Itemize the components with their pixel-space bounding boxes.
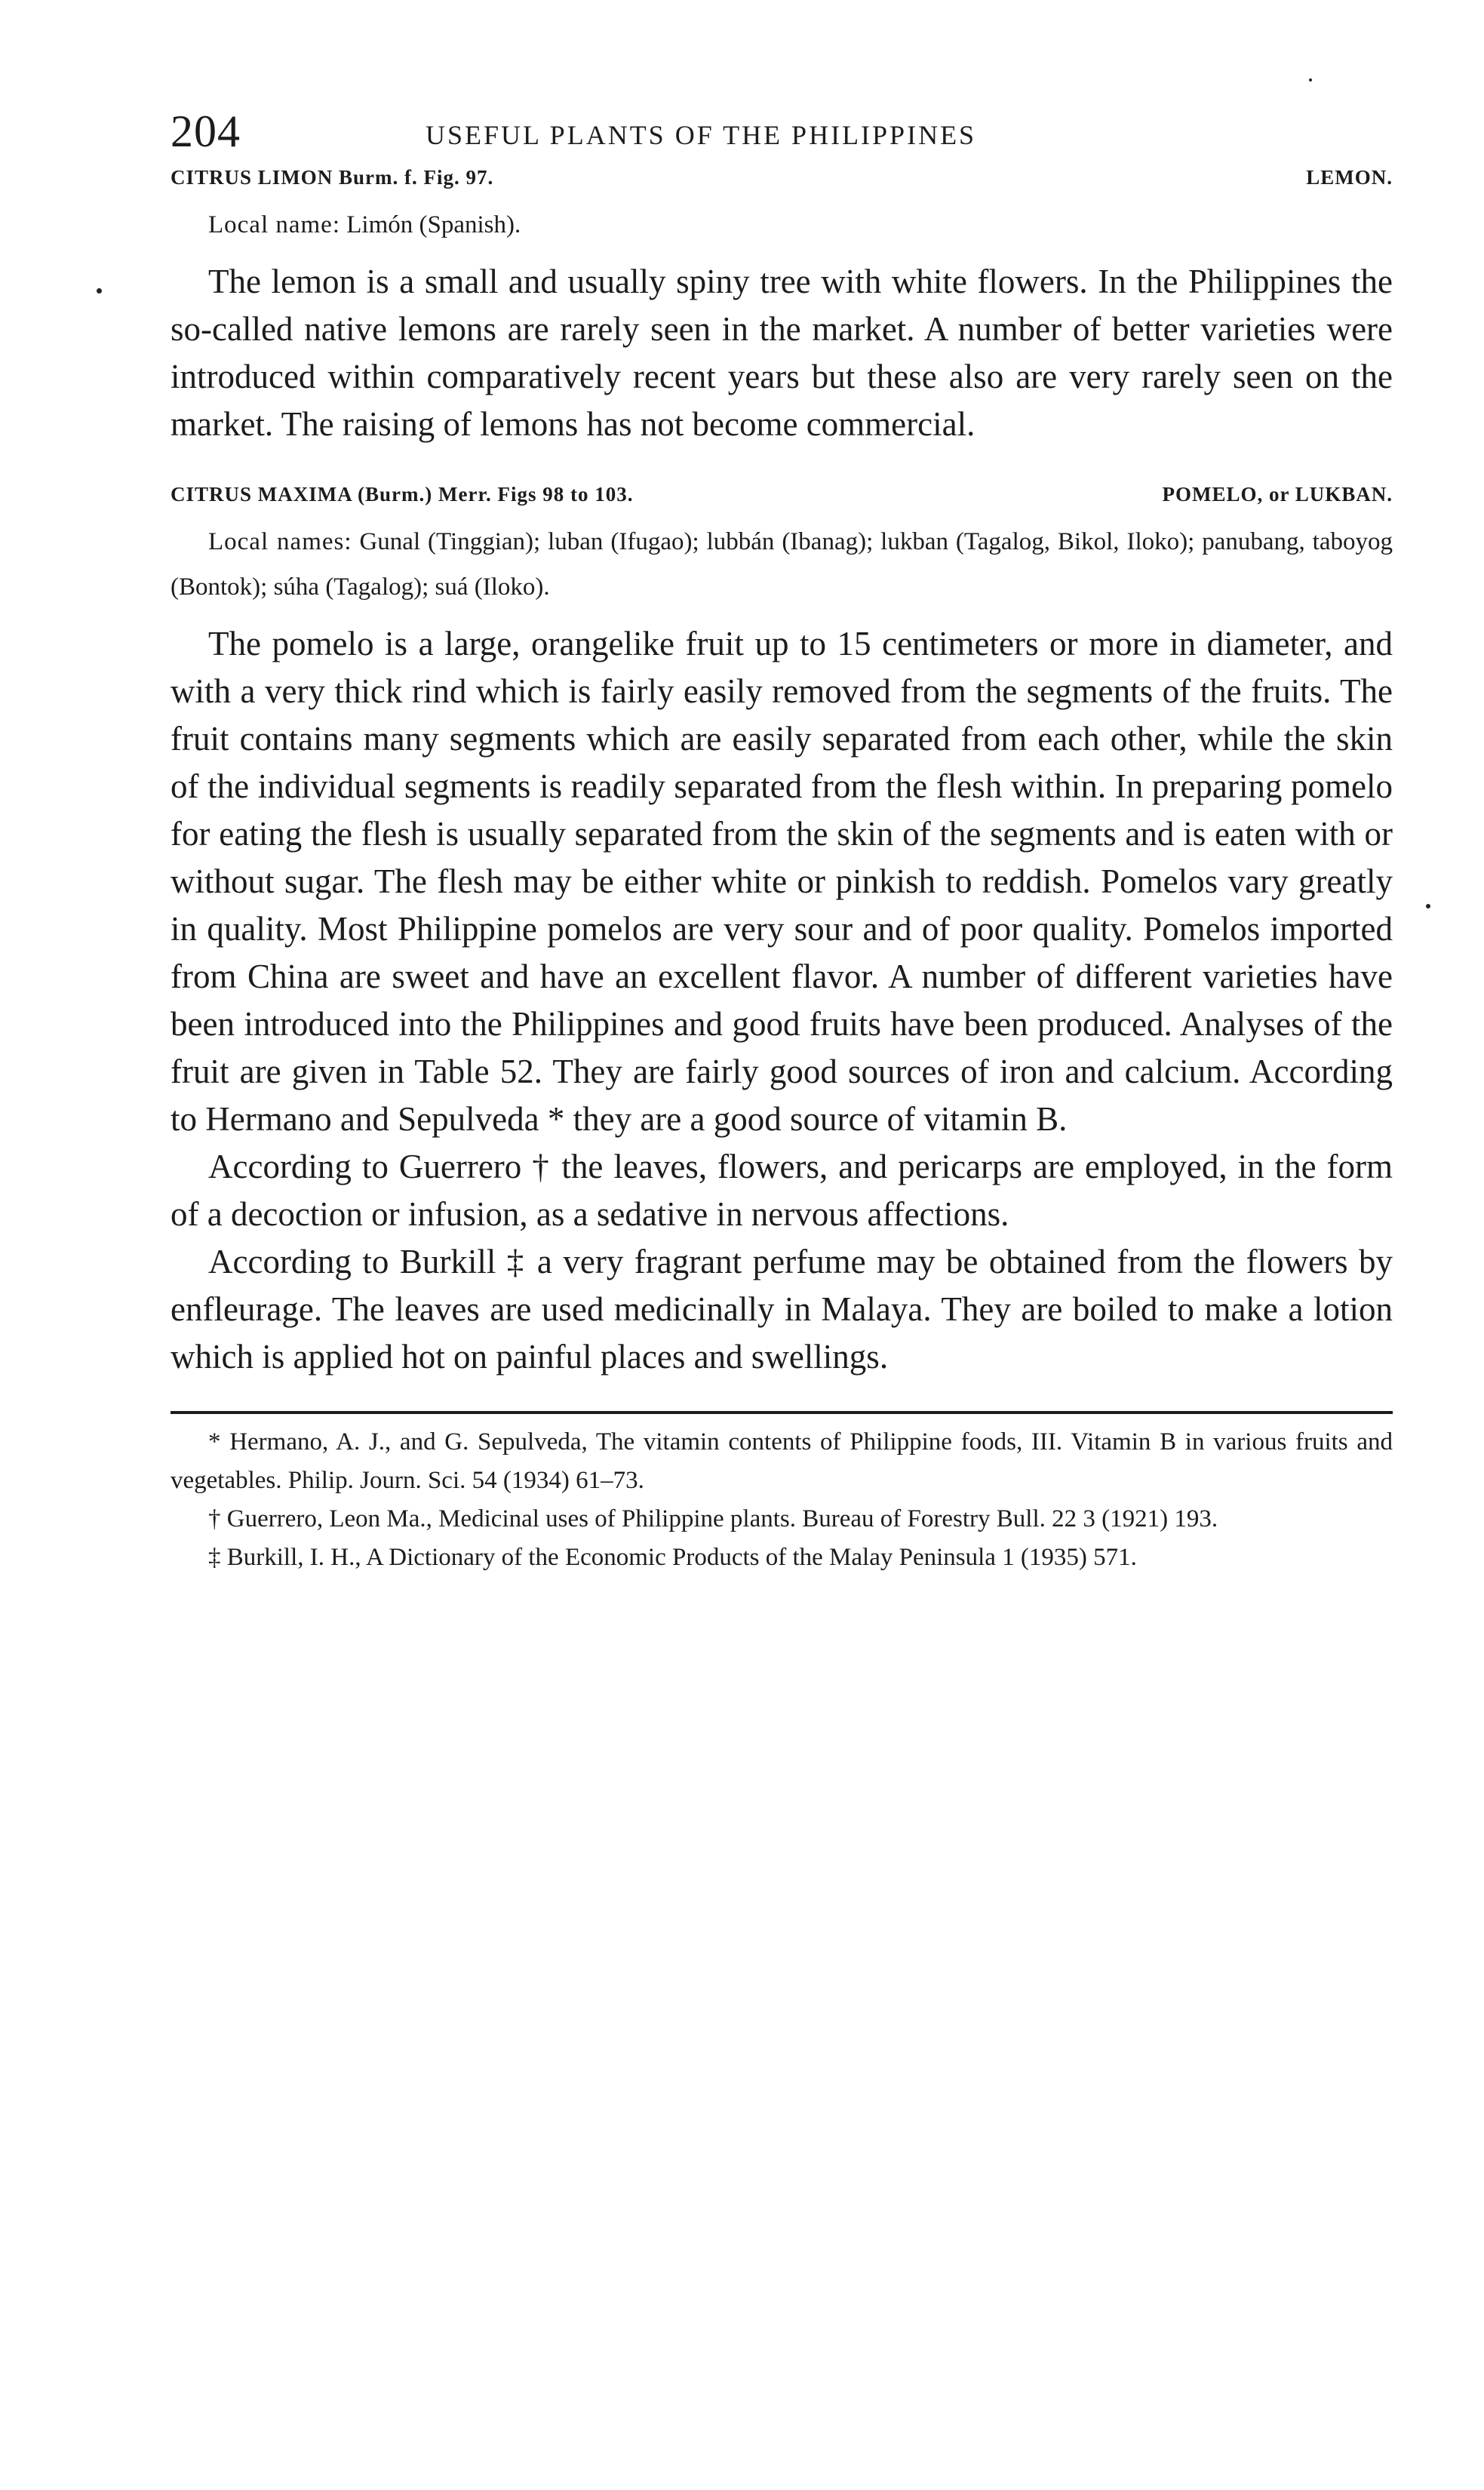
local-names-label: Local names: xyxy=(208,528,352,555)
local-names xyxy=(171,519,1393,610)
scientific-name: CITRUS LIMON Burm. f. Fig. 97. xyxy=(171,166,494,189)
footnote-divider xyxy=(171,1411,1393,1414)
body-paragraph: According to Burkill ‡ a very fragrant perfume may be obtained from the flowers by enfleurage. The leaves are used medicinally in Malaya. They are boiled to make a lotion which is applied hot on painful places and swellings. xyxy=(171,1243,1393,1376)
body-paragraph: According to Guerrero † the leaves, flowers, and pericarps are employed, in the form of a decoction or infusion, as a sedative in nervous affections. xyxy=(171,1148,1393,1233)
entry-heading xyxy=(171,483,1393,516)
local-names-text: Gunal (Tinggian); luban (Ifugao); lubbán (Ibanag); lukban (Tagalog, Bikol, Iloko); panubang, taboyog (Bontok); súha (Tagalog); suá (Iloko). xyxy=(171,528,1393,601)
local-names-label: Local name: xyxy=(208,211,341,238)
local-names xyxy=(171,202,1393,247)
footnote-guerrero: † Guerrero, Leon Ma., Medicinal uses of Philippine plants. Bureau of Forestry Bull. 22 3 (1921) 193. xyxy=(208,1505,1218,1532)
entry-heading xyxy=(171,166,1393,199)
page-content xyxy=(171,106,1393,1577)
entry-lemon xyxy=(171,166,1393,448)
page-header xyxy=(171,106,1393,166)
running-title: USEFUL PLANTS OF THE PHILIPPINES xyxy=(426,120,977,150)
footnote-hermano: * Hermano, A. J., and G. Sepulveda, The vitamin contents of Philippine foods, III. Vitamin B in various fruits and vegetables. Philip. Journ. Sci. 54 (1934) 61–73. xyxy=(171,1428,1393,1494)
body-paragraph: The lemon is a small and usually spiny tree with white flowers. In the Philippines the so-called native lemons are rarely seen in the market. A number of better varieties were introduced within comparatively recent years but these also are very rarely seen on the market. The raising of lemons has not become commercial. xyxy=(171,263,1393,443)
local-names-text: Limón (Spanish). xyxy=(346,211,521,238)
scan-speck xyxy=(97,288,102,294)
scan-speck xyxy=(1309,78,1312,81)
entry-pomelo xyxy=(171,483,1393,1381)
common-name: LEMON. xyxy=(1306,166,1393,189)
footnotes xyxy=(171,1423,1393,1577)
page-number: 204 xyxy=(171,106,241,156)
scan-speck xyxy=(1426,904,1430,908)
body-paragraph: The pomelo is a large, orangelike fruit up to 15 centimeters or more in diameter, and with a very thick rind which is fairly easily removed from the segments of the fruits. The fruit contains many segments which are easily separated from each other, while the skin of the individual segments is readily separated from the flesh within. In preparing pomelo for eating the flesh is usually separated from the skin of the segments and is eaten with or without sugar. The flesh may be either white or pinkish to reddish. Pomelos vary greatly in quality. Most Philippine pomelos are very sour and of poor quality. Pomelos imported from China are sweet and have an excellent flavor. A number of different varieties have been introduced into the Philippines and good fruits have been produced. Analyses of the fruit are given in Table 52. They are fairly good sources of iron and calcium. According to Hermano and Sepulveda * they are a good source of vitamin B. xyxy=(171,625,1393,1138)
footnote-burkill: ‡ Burkill, I. H., A Dictionary of the Economic Products of the Malay Peninsula 1 (1935) 571. xyxy=(208,1544,1137,1571)
common-name: POMELO, or LUKBAN. xyxy=(1162,483,1393,506)
scientific-name: CITRUS MAXIMA (Burm.) Merr. Figs 98 to 103. xyxy=(171,483,634,506)
